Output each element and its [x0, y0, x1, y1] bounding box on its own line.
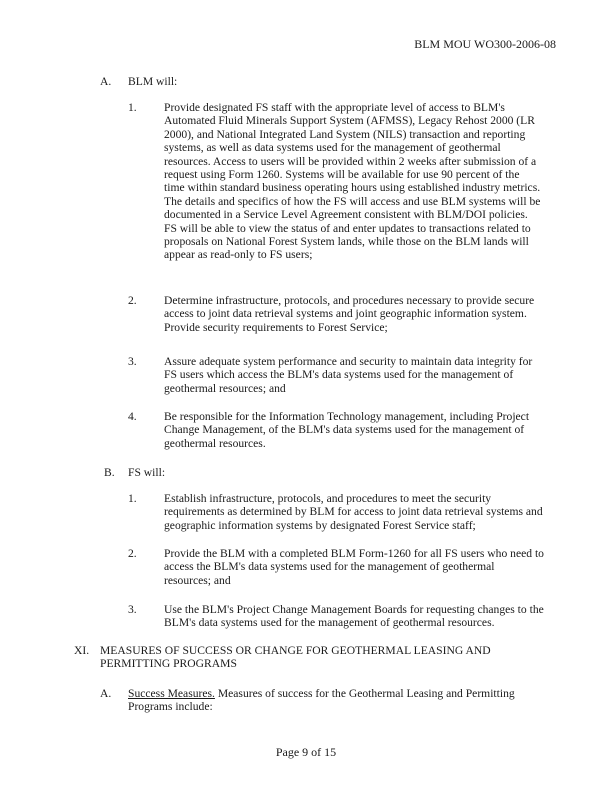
blm-item-3-number: 3.: [128, 355, 137, 368]
fs-item-3-text: Use the BLM's Project Change Management Boards for requesting changes to the BLM's data systems used for the management of geothermal resources.: [164, 603, 544, 630]
success-measures-text: Measures of success for the Geothermal Leasing and Permitting Programs include:: [128, 687, 515, 714]
blm-item-1-text: Provide designated FS staff with the appropriate level of access to BLM's Automated Fluid Minerals Support System (AFMSS), Legacy Rehost 2000 (LR 2000), and National Integrated Land System (NILS) transaction and reporting systems, as well as data systems used for the management of geothermal resources. Access to users will be provided within 2 weeks after submission of a request using Form 1260. Systems will be available for use 90 percent of the time within standard business operating hours using established industry metrics. The details and specifics of how the FS will access and use BLM systems will be documented in a Service Level Agreement consistent with BLM/DOI policies. FS will be able to view the status of and enter updates to transactions related to proposals on National Forest System lands, while those on the BLM lands will appear as read-only to FS users;: [164, 101, 541, 262]
section-a-heading: BLM will:: [128, 75, 178, 88]
page-number: Page 9 of 15: [275, 745, 337, 759]
blm-item-4-number: 4.: [128, 410, 137, 423]
section-a-marker: A.: [100, 75, 112, 88]
fs-item-3-number: 3.: [128, 603, 137, 616]
blm-item-2-text: Determine infrastructure, protocols, and procedures necessary to provide secure access to joint data retrieval systems and joint geographic information system. Provide security requirements to Forest Service;: [164, 294, 535, 334]
fs-item-2-number: 2.: [128, 547, 137, 560]
fs-item-1-number: 1.: [128, 492, 137, 505]
blm-item-2-number: 2.: [128, 294, 137, 307]
success-measures-paragraph: [128, 687, 538, 714]
section-xi-a-marker: A.: [100, 687, 112, 700]
document-id-header: BLM MOU WO300-2006-08: [414, 37, 556, 51]
fs-item-2-text: Provide the BLM with a completed BLM Form-1260 for all FS users who need to access the BLM's data systems used for the management of geothermal resources; and: [164, 547, 544, 587]
section-b-marker: B.: [104, 466, 115, 479]
blm-item-4-text: Be responsible for the Information Technology management, including Project Change Management, of the BLM's data systems used for the management of geothermal resources.: [164, 410, 530, 450]
success-measures-title: Success Measures.: [128, 687, 215, 700]
blm-item-1-number: 1.: [128, 101, 137, 114]
blm-item-3-text: Assure adequate system performance and security to maintain data integrity for FS users which access the BLM's data systems used for the management of geothermal resources; and: [164, 355, 533, 395]
section-b-heading: FS will:: [128, 466, 166, 479]
fs-item-1-text: Establish infrastructure, protocols, and procedures to meet the security requirements as determined by BLM for access to joint data retrieval systems and geographic information systems by designated Forest Service staff;: [164, 492, 543, 532]
section-xi-heading: MEASURES OF SUCCESS OR CHANGE FOR GEOTHERMAL LEASING AND PERMITTING PROGRAMS: [100, 644, 491, 671]
section-xi-marker: XI.: [74, 644, 90, 657]
